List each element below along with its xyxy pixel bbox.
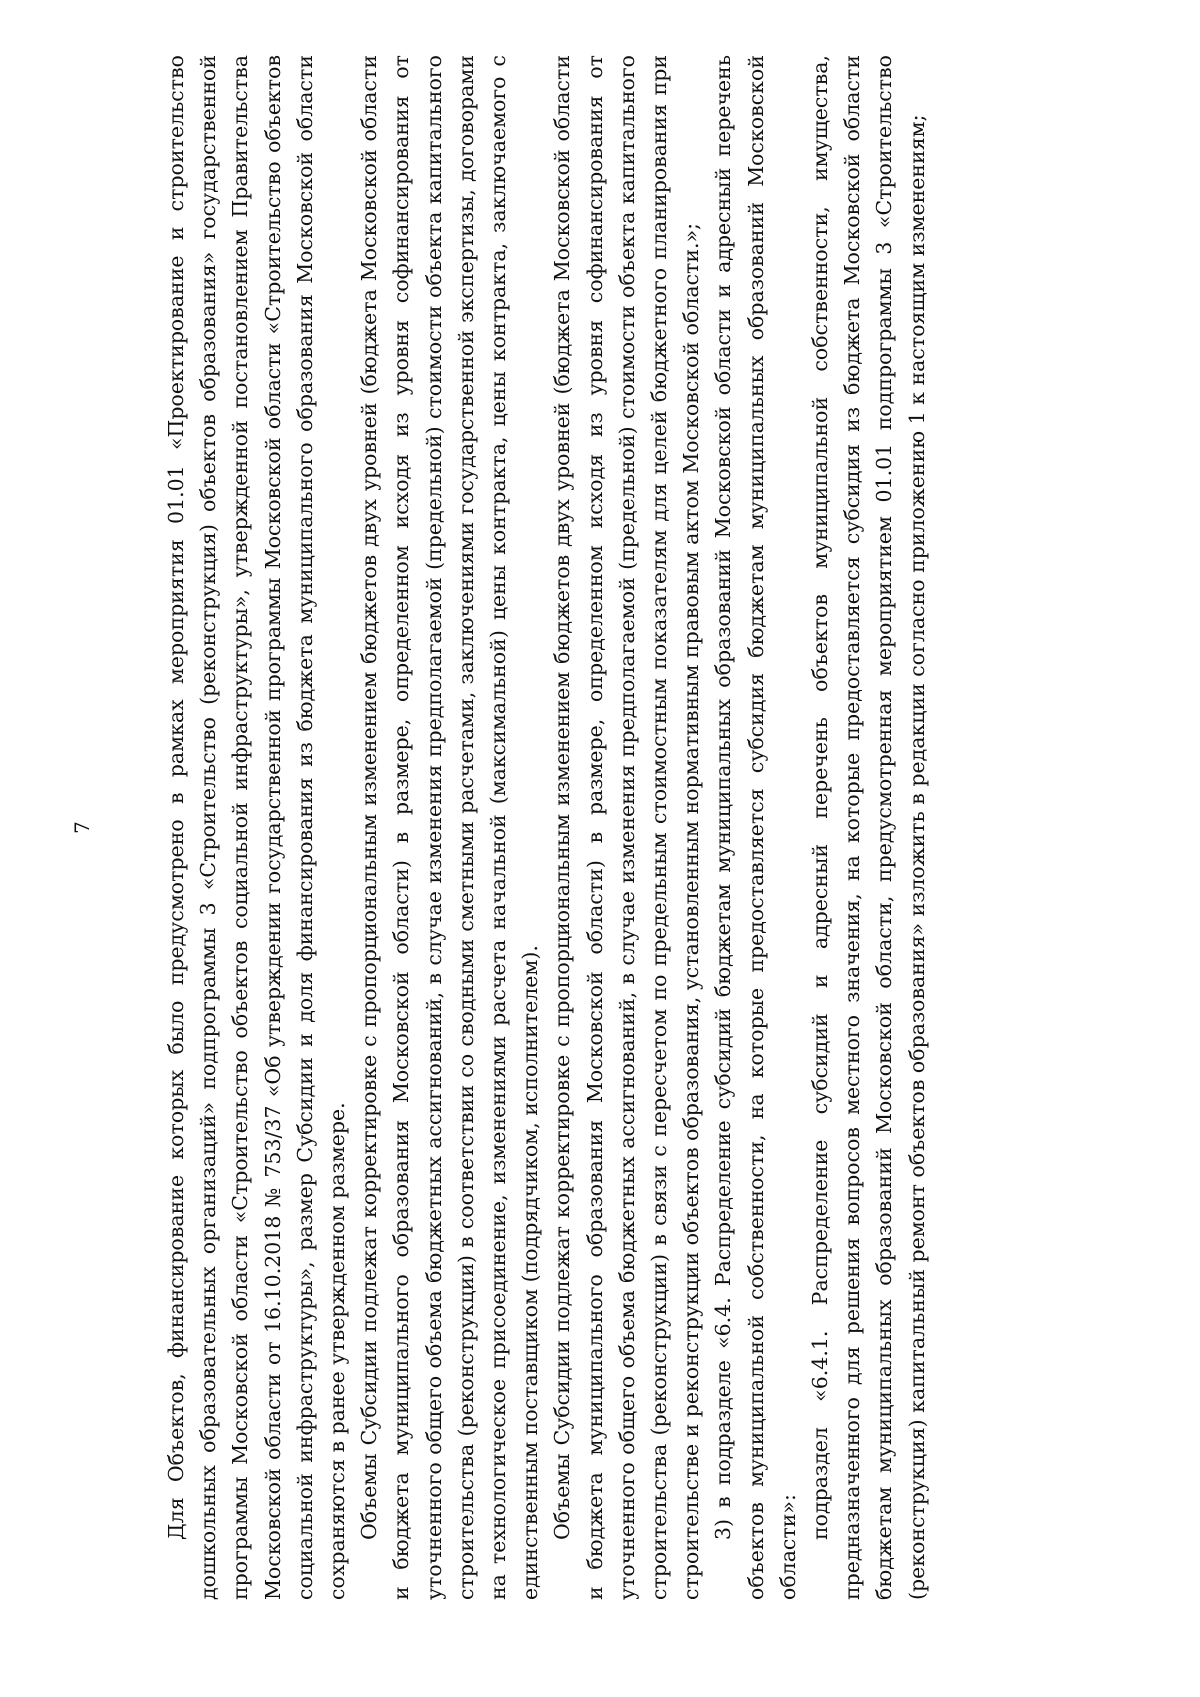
paragraph-subsidy-adjustment-recalculation: Объемы Субсидии подлежат корректировке с пропорциональным изменением бюджетов двух уровней (бюджета Московской области и бюджета муниципального образования Московской области) в размере, определенном исходя из уровня софинансирования от уточненного общего объема бюджетных ассигнований, в случае изменения предполагаемой (предельной) стоимости объекта капитального строительства (реконструкции) в связи с пересчетом по предельным стоимостным показателям для целей бюджетного планирования при строительстве и реконструкции объектов образования, установленным нормативным правовым актом Московской области.»; bbox=[550, 55, 704, 1600]
paragraph-objects-financing: Для Объектов, финансирование которых было предусмотрено в рамках мероприятия 01.01 «Проектирование и строительство дошкольных образовательных организаций» подпрограммы 3 «Строительство (реконструкция) объектов образования» государственной программы Московской области «Строительство объектов социальной инфраструктуры», утвержденной постановлением Правительства Московской области от 16.10.2018 № 753/37 «Об утверждении государственной программы Московской области «Строительство объектов социальной инфраструктуры», размер Субсидии и доля финансирования из бюджета муниципального образования Московской области сохраняются в ранее утвержденном размере. bbox=[164, 55, 350, 1600]
paragraph-subsection-6-4: 3) в подразделе «6.4. Распределение субсидий бюджетам муниципальных образований Московской области и адресный перечень объектов муниципальной собственности, на которые предоставляется субсидия бюджетам муниципальных образований Московской области»: bbox=[711, 55, 800, 1600]
document-body bbox=[160, 55, 933, 1600]
rotated-page-content bbox=[70, 55, 929, 1600]
paragraph-subsidy-adjustment-estimates: Объемы Субсидии подлежат корректировке с пропорциональным изменением бюджетов двух уровней (бюджета Московской области и бюджета муниципального образования Московской области) в размере, определенном исходя из уровня софинансирования от уточненного общего объема бюджетных ассигнований, в случае изменения предполагаемой (предельной) стоимости объекта капитального строительства (реконструкции) в соответствии со сводными сметными расчетами, заключениями государственной экспертизы, договорами на технологическое присоединение, изменениями расчета начальной (максимальной) цены контракта, цены контракта, заключаемого с единственным поставщиком (подрядчиком, исполнителем). bbox=[357, 55, 543, 1600]
page-number: 7 bbox=[70, 821, 94, 834]
paragraph-subsection-6-4-1: подраздел «6.4.1. Распределение субсидий и адресный перечень объектов муниципальной собственности, имущества, предназначенного для решения вопросов местного значения, на которые предоставляется субсидия из бюджета Московской области бюджетам муниципальных образований Московской области, предусмотренная мероприятием 01.01 подпрограммы 3 «Строительство (реконструкция) капитальный ремонт объектов образования» изложить в редакции согласно приложению 1 к настоящим изменениям; bbox=[808, 55, 929, 1600]
